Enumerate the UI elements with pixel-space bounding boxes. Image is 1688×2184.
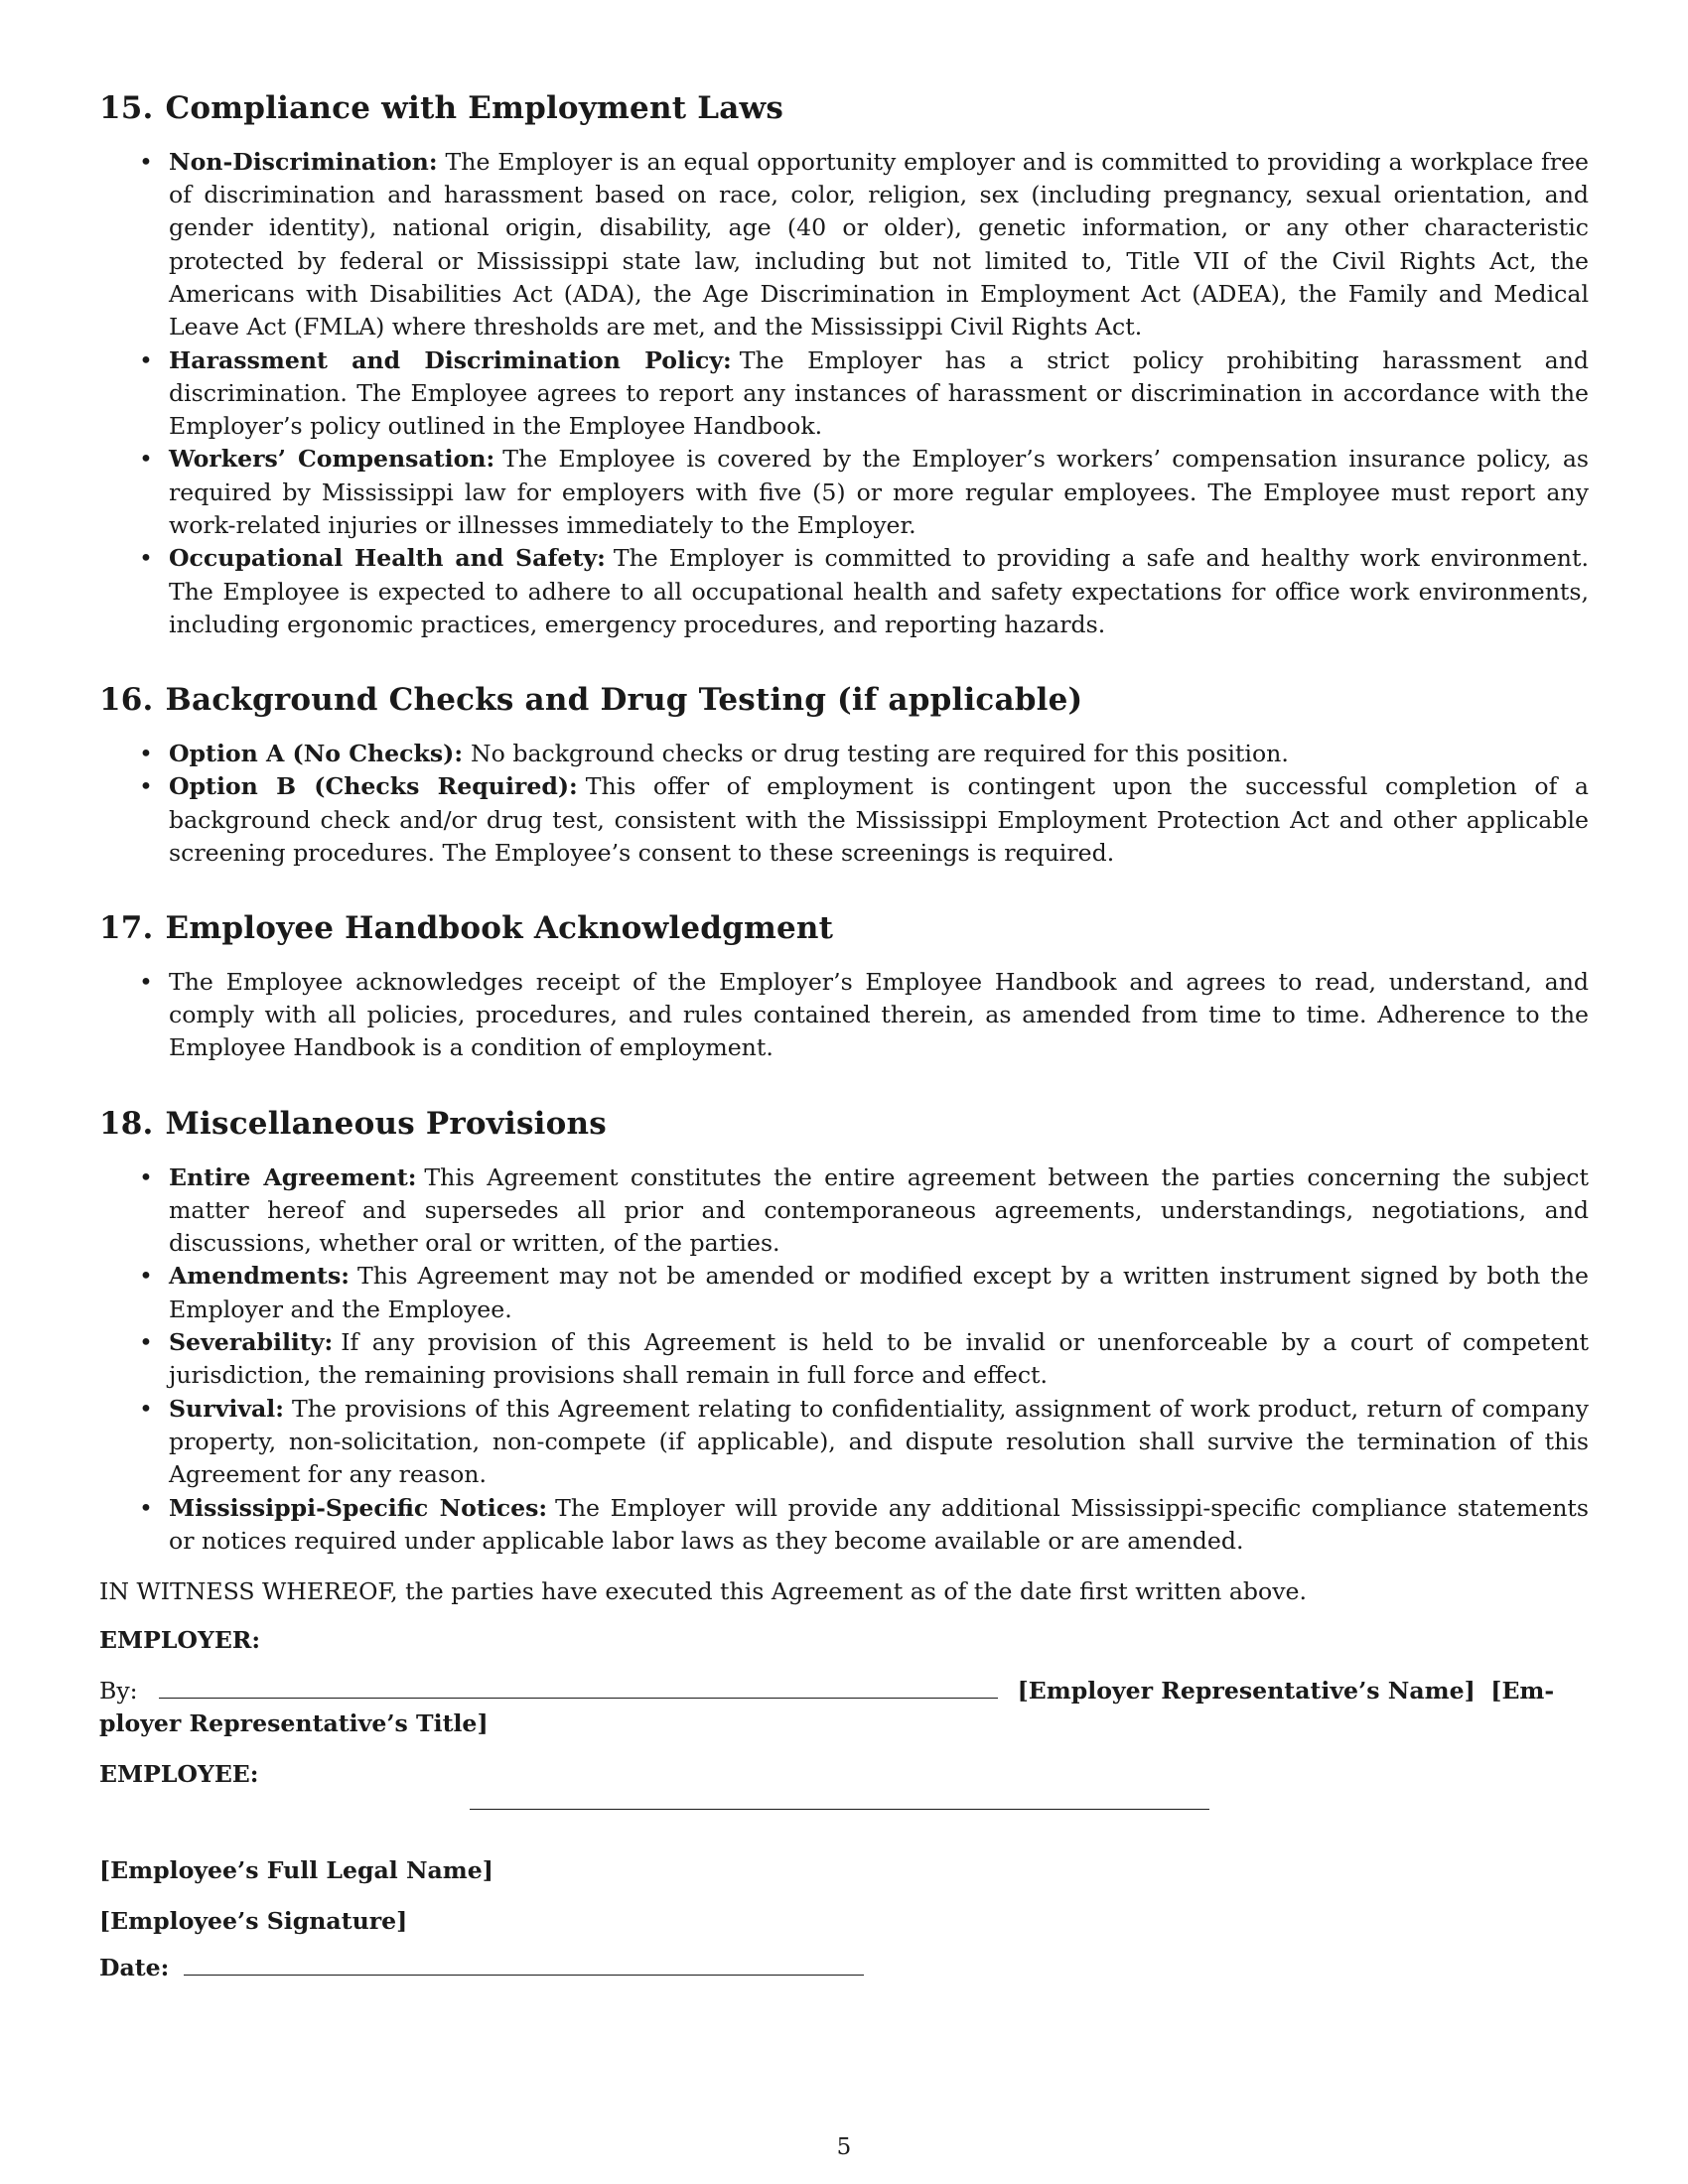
page-number: 5	[836, 2134, 852, 2160]
section-15	[99, 89, 1589, 641]
employee-signature-row	[99, 1791, 1589, 1837]
list-item	[99, 770, 1589, 870]
clause-list	[99, 1161, 1589, 1559]
employer-name-placeholder: [Employer Representative’s Name]	[1017, 1677, 1476, 1706]
employee-name-placeholder: [Employee’s Full Legal Name]	[99, 1856, 493, 1885]
clause-list	[99, 146, 1589, 641]
clause-text: The Employer has a strict policy prohibiting harassment and discrimination. The Employee agrees to report any instances of harassment or discrimination in accordance with the Employer’s policy outlined in the Employee Handbook.	[169, 345, 1589, 441]
clause-term: Occupational Health and Safety:	[169, 544, 606, 573]
section-number: 15.	[99, 90, 154, 126]
employer-signature-line[interactable]	[159, 1698, 998, 1699]
list-item	[99, 1260, 1589, 1326]
list-item	[99, 738, 1589, 770]
employee-signature-placeholder: [Employee’s Signature]	[99, 1907, 408, 1936]
section-number: 16.	[99, 682, 154, 719]
employee-label: EMPLOYEE:	[99, 1760, 259, 1789]
section-18	[99, 1105, 1589, 1558]
clause-term: Option A (No Checks):	[169, 739, 464, 767]
clause-text: The Employer will provide any additional Mississippi-specific compliance statements or notices required under applicable labor laws as they become available or are amended.	[169, 1493, 1590, 1555]
document-page	[99, 89, 1589, 1984]
clause-text: This Agreement constitutes the entire agreement between the parties concerning the subject matter hereof and supersedes all prior and contemporaneous agreements, understandings, negotiations, and discussions, whether oral or written, of the parties.	[169, 1162, 1589, 1258]
section-title: Background Checks and Drug Testing (if applicable)	[165, 682, 1083, 719]
employee-signature-line[interactable]	[470, 1809, 1209, 1810]
list-item	[99, 344, 1589, 444]
section-number: 17.	[99, 910, 154, 947]
clause-text: No background checks or drug testing are required for this position.	[471, 739, 1289, 767]
list-item	[99, 1492, 1589, 1559]
section-heading	[99, 681, 1589, 720]
list-item	[99, 966, 1589, 1065]
by-label: By:	[99, 1677, 138, 1706]
clause-term: Option B (Checks Required):	[169, 772, 578, 801]
list-item	[99, 146, 1589, 344]
clause-term: Non-Discrimination:	[169, 147, 438, 176]
clause-text: This Agreement may not be amended or modified except by a written instrument signed by both the Employer and the Employee.	[169, 1262, 1589, 1323]
employer-label: EMPLOYER:	[99, 1626, 261, 1655]
list-item	[99, 542, 1589, 641]
list-item	[99, 1393, 1589, 1492]
date-row	[99, 1952, 1589, 1984]
clause-term: Workers’ Compensation:	[169, 445, 495, 474]
clause-term: Survival:	[169, 1394, 284, 1423]
section-17	[99, 909, 1589, 1065]
list-item	[99, 1161, 1589, 1261]
clause-term: Amendments:	[169, 1262, 350, 1291]
employer-title-placeholder-part2: ployer Representative’s Title]	[99, 1709, 489, 1738]
clause-text: The Employer is committed to providing a safe and healthy work environment. The Employee is expected to adhere to all occupational health and safety expectations for office work environments, including ergonomic practices, emergency procedures, and reporting hazards.	[169, 544, 1589, 638]
clause-term: Harassment and Discrimination Policy:	[169, 345, 732, 374]
clause-text: The Employer is an equal opportunity employer and is committed to providing a workplace free of discrimination and harassment based on race, color, religion, sex (including pregnancy, sexual orientation, and gender identity), national origin, disability, age (40 or older), genetic information, or any other characteristic protected by federal or Mississippi state law, including but not limited to, Title VII of the Civil Rights Act, the Americans with Disabilities Act (ADA), the Age Discrimination in Employment Act (ADEA), the Family and Medical Leave Act (FMLA) where thresholds are met, and the Mississippi Civil Rights Act.	[169, 147, 1589, 341]
section-heading	[99, 909, 1589, 948]
section-title: Employee Handbook Acknowledgment	[165, 910, 834, 947]
clause-term: Entire Agreement:	[169, 1162, 417, 1191]
date-line[interactable]	[184, 1975, 864, 1976]
clause-text: This offer of employment is contingent upon the successful completion of a background check and/or drug test, consistent with the Mississippi Employment Protection Act and other applicable screening procedures. The Employee’s consent to these screenings is required.	[169, 772, 1589, 867]
date-label: Date:	[99, 1954, 170, 1982]
section-heading	[99, 89, 1589, 128]
clause-list	[99, 738, 1589, 870]
employer-title-placeholder-part1: [Em-	[1490, 1677, 1555, 1706]
clause-list	[99, 966, 1589, 1065]
section-16	[99, 681, 1589, 870]
section-title: Compliance with Employment Laws	[165, 90, 784, 126]
clause-text: The provisions of this Agreement relating to confidentiality, assignment of work product, return of company property, non-solicitation, non-compete (if applicable), and dispute resolution shall survive the termination of this Agreement for any reason.	[169, 1394, 1589, 1489]
clause-text: The Employee acknowledges receipt of the Employer’s Employee Handbook and agrees to read, understand, and comply with all policies, procedures, and rules contained therein, as amended from time to time. Adherence to the Employee Handbook is a condition of employment.	[169, 967, 1589, 1062]
employer-signature-block	[99, 1675, 1589, 1740]
clause-term: Severability:	[169, 1328, 334, 1357]
clause-text: If any provision of this Agreement is held to be invalid or unenforceable by a court of competent jurisdiction, the remaining provisions shall remain in full force and effect.	[169, 1328, 1589, 1390]
section-title: Miscellaneous Provisions	[165, 1105, 607, 1142]
section-number: 18.	[99, 1105, 154, 1142]
section-heading	[99, 1105, 1589, 1144]
list-item	[99, 1326, 1589, 1393]
clause-term: Mississippi-Specific Notices:	[169, 1493, 548, 1522]
witness-statement: IN WITNESS WHEREOF, the parties have executed this Agreement as of the date first written above.	[99, 1577, 1308, 1606]
list-item	[99, 443, 1589, 542]
clause-text: The Employee is covered by the Employer’s workers’ compensation insurance policy, as required by Mississippi law for employers with five (5) or more regular employees. The Employee must report any work-related injuries or illnesses immediately to the Employer.	[169, 445, 1589, 540]
